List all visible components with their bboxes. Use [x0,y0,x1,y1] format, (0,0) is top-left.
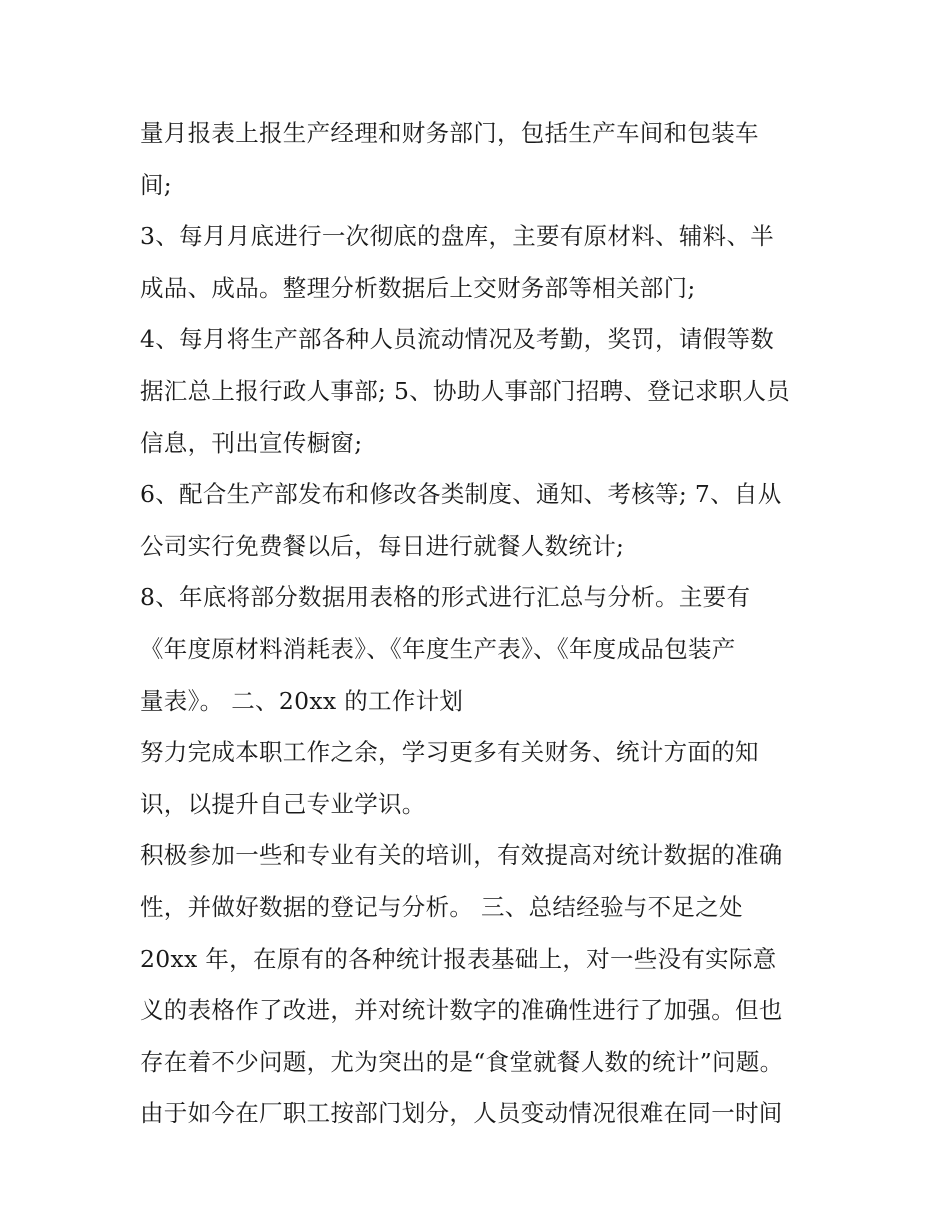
text-line: 20xx 年，在原有的各种统计报表基础上，对一些没有实际意 [140,944,777,973]
text-line: 由于如今在厂职工按部门划分，人员变动情况很难在同一时间 [140,1099,783,1128]
text-line: 成品、成品。整理分析数据后上交财务部等相关部门; [140,273,696,302]
text-line: 《年度原材料消耗表》、《年度生产表》、《年度成品包装产 [140,634,736,663]
text-line: 间; [140,170,173,199]
text-line: 据汇总上报行政人事部; 5、协助人事部门招聘、登记求职人员 [140,376,791,405]
text-line: 信息，刊出宣传橱窗; [140,428,363,457]
document-body [140,108,830,1140]
text-line: 存在着不少问题，尤为突出的是“食堂就餐人数的统计”问题。 [140,1047,784,1076]
text-line: 努力完成本职工作之余，学习更多有关财务、统计方面的知 [140,738,759,767]
text-line: 义的表格作了改进，并对统计数字的准确性进行了加强。但也 [140,996,783,1025]
text-line: 性，并做好数据的登记与分析。 三、总结经验与不足之处 [140,892,743,921]
text-line: 量月报表上报生产经理和财务部门，包括生产车间和包装车 [140,119,759,147]
text-line: 量表》。 二、20xx 的工作计划 [140,686,464,715]
text-line: 积极参加一些和专业有关的培训，有效提高对统计数据的准确 [140,841,783,870]
text-line: 识，以提升自己专业学识。 [140,789,426,818]
text-line: 公司实行免费餐以后，每日进行就餐人数统计; [140,531,625,560]
text-line: 8、年底将部分数据用表格的形式进行汇总与分析。主要有 [140,583,751,612]
text-line: 4、每月将生产部各种人员流动情况及考勤，奖罚，请假等数 [140,325,775,354]
text-line: 6、配合生产部发布和修改各类制度、通知、考核等; 7、自从 [140,480,782,509]
text-line: 3、每月月底进行一次彻底的盘库，主要有原材料、辅料、半 [140,222,775,251]
